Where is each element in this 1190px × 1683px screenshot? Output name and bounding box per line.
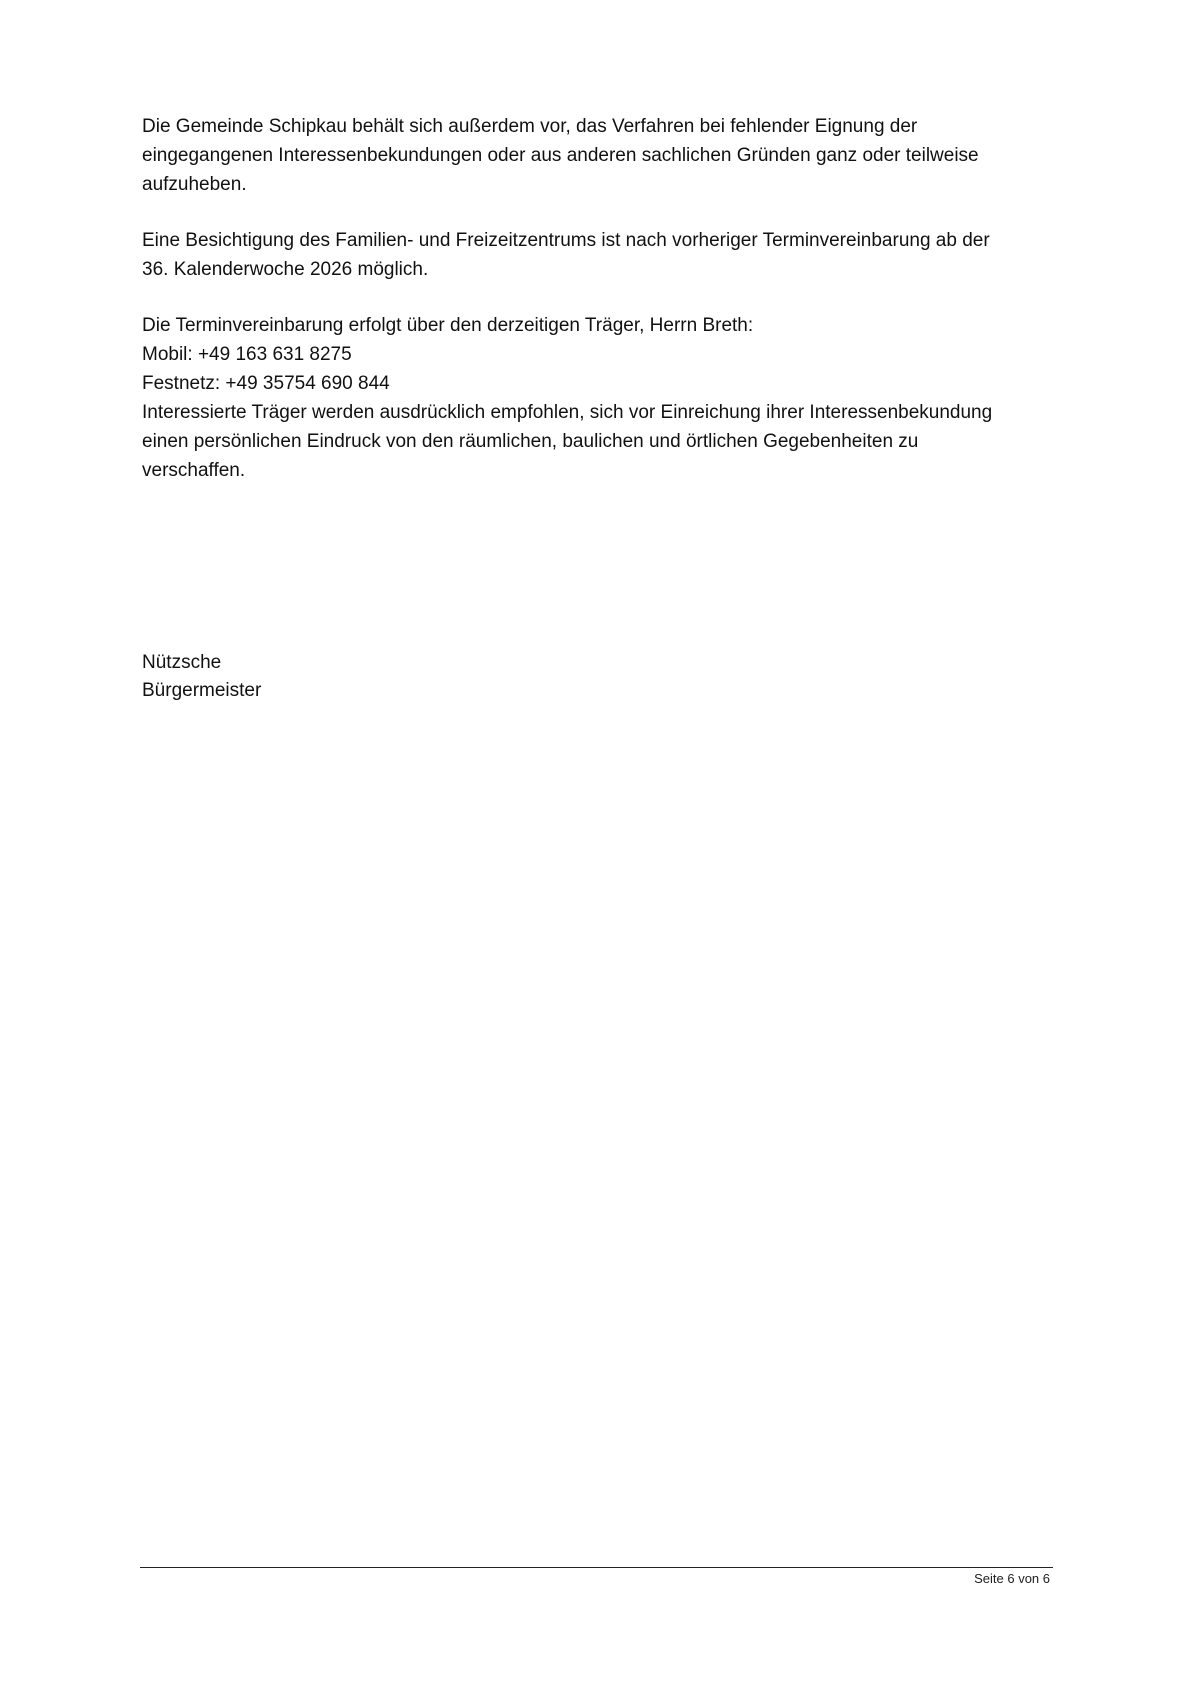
text-line: verschaffen. bbox=[142, 460, 246, 481]
text-line: Interessierte Träger werden ausdrücklich empfohlen, sich vor Einreichung ihrer Interessenbekundung bbox=[142, 402, 993, 423]
contact-landline: Festnetz: +49 35754 690 844 bbox=[142, 373, 390, 394]
contact-mobile: Mobil: +49 163 631 8275 bbox=[142, 344, 352, 365]
text-line: 36. Kalenderwoche 2026 möglich. bbox=[142, 259, 429, 280]
paragraph-site-visit bbox=[142, 226, 1062, 284]
document-body bbox=[142, 112, 1062, 512]
text-line: eingegangenen Interessenbekundungen oder aus anderen sachlichen Gründen ganz oder teilweise bbox=[142, 145, 979, 166]
paragraph-procedure-cancellation bbox=[142, 112, 1062, 199]
text-line: Eine Besichtigung des Familien- und Freizeitzentrums ist nach vorheriger Terminvereinbarung ab der bbox=[142, 230, 990, 251]
text-line: einen persönlichen Eindruck von den räumlichen, baulichen und örtlichen Gegebenheiten zu bbox=[142, 431, 919, 452]
signature-block bbox=[142, 649, 261, 705]
text-line: Die Gemeinde Schipkau behält sich außerdem vor, das Verfahren bei fehlender Eignung der bbox=[142, 116, 918, 137]
paragraph-appointment-contact bbox=[142, 311, 1062, 485]
signatory-name: Nützsche bbox=[142, 652, 222, 673]
page-number: Seite 6 von 6 bbox=[974, 1571, 1050, 1586]
signatory-title: Bürgermeister bbox=[142, 680, 262, 701]
text-line: aufzuheben. bbox=[142, 174, 247, 195]
text-line: Die Terminvereinbarung erfolgt über den derzeitigen Träger, Herrn Breth: bbox=[142, 315, 754, 336]
footer-divider bbox=[140, 1567, 1053, 1568]
